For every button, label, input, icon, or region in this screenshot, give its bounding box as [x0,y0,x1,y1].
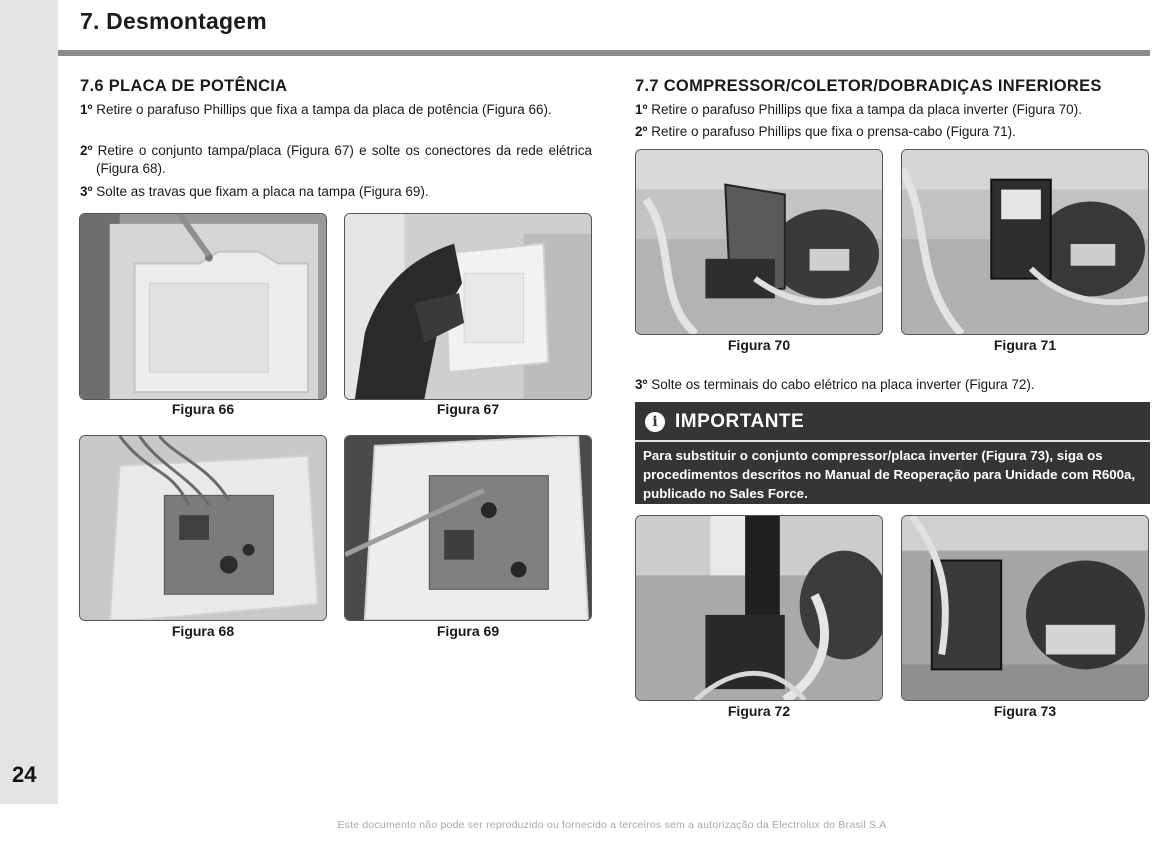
left-step-2 [80,142,592,178]
chapter-title: 7. Desmontagem [80,8,267,34]
section-heading-7-7: 7.7 COMPRESSOR/COLETOR/DOBRADIÇAS INFERIORES [635,77,1102,95]
step-number: 1º [80,102,93,117]
step-text: Solte os terminais do cabo elétrico na placa inverter (Figura 72). [651,377,1035,392]
figure-66-caption: Figura 66 [171,401,235,417]
right-step-2 [635,123,1150,141]
step-number: 2º [80,143,93,158]
footer-disclaimer: Este documento não pode ser reproduzido ou fornecido a terceiros sem a autorização da Electrolux do Brasil S.A [337,819,887,831]
step-number: 3º [80,184,93,199]
step-number: 3º [635,377,648,392]
info-icon: i [645,412,665,432]
figure-71-image [901,149,1149,335]
figure-70-image [635,149,883,335]
figure-68-caption: Figura 68 [171,623,235,639]
step-number: 1º [635,102,648,117]
step-text: Retire o parafuso Phillips que fixa a tampa da placa inverter (Figura 70). [651,102,1082,117]
step-text: Retire o parafuso Phillips que fixa a tampa da placa de potência (Figura 66). [96,102,552,117]
page-number: 24 [12,762,37,787]
step-text: Solte as travas que fixam a placa na tampa (Figura 69). [96,184,429,199]
left-step-3 [80,183,592,201]
figure-67-image [344,213,592,400]
figure-69-caption: Figura 69 [436,623,500,639]
figure-70-caption: Figura 70 [727,337,791,353]
figure-69-image [344,435,592,621]
figure-68-image [79,435,327,621]
header-divider [58,50,1150,56]
figure-73-caption: Figura 73 [993,703,1057,719]
figure-66-image [79,213,327,400]
section-heading-7-6: 7.6 PLACA DE POTÊNCIA [80,77,288,95]
step-text: Retire o conjunto tampa/placa (Figura 67) e solte os conectores da rede elétrica (Figura 68). [96,143,592,176]
figure-73-image [901,515,1149,701]
important-header [645,410,804,434]
figure-71-caption: Figura 71 [993,337,1057,353]
important-notice [635,402,1150,504]
step-text: Retire o parafuso Phillips que fixa o prensa-cabo (Figura 71). [651,124,1016,139]
figure-72-caption: Figura 72 [727,703,791,719]
important-title: IMPORTANTE [675,411,805,432]
step-number: 2º [635,124,648,139]
left-step-1 [80,101,592,119]
page-sidebar [0,0,58,804]
important-divider [635,440,1150,442]
figure-72-image [635,515,883,701]
right-step-3 [635,376,1150,394]
important-text: Para substituir o conjunto compressor/placa inverter (Figura 73), siga os procedimentos descritos no Manual de Reoperação para Unidade com R600a, publicado no Sales Force. [643,448,1136,501]
figure-67-caption: Figura 67 [436,401,500,417]
right-step-1 [635,101,1150,119]
